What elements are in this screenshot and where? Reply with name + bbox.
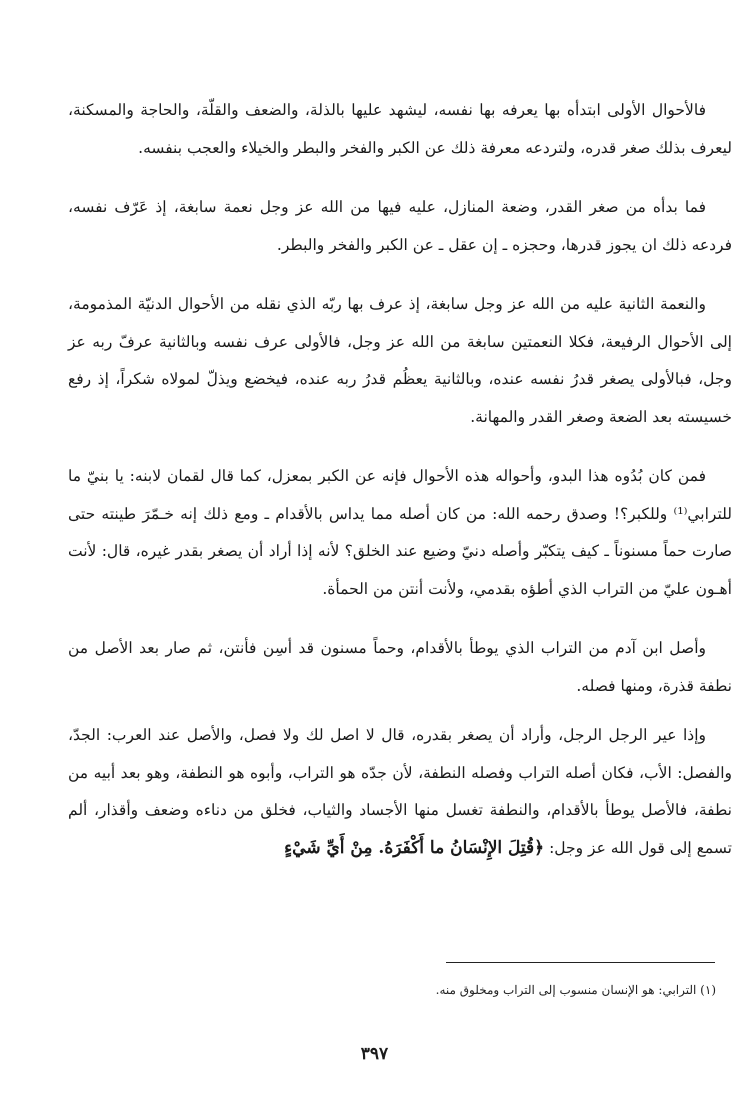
footnote-divider xyxy=(446,962,715,963)
page-body xyxy=(68,92,732,889)
paragraph-5: وأصل ابن آدم من التراب الذي يوطأ بالأقدام، وحماً مسنون قد أسِن فأنتن، ثم صار بعد الأصل من نطفة قذرة، ومنها فصله. xyxy=(68,639,732,695)
paragraph-1: فالأحوال الأولى ابتدأه بها يعرفه بها نفسه، ليشهد عليها بالذلة، والضعف والقلّة، والحاجة والمسكنة، ليعرف بذلك صغر قدره، ولتردعه معرفة ذلك عن الكبر والفخر والبطر والخيلاء والعجب بنفسه. xyxy=(68,101,732,157)
paragraph-4: فمن كان بُدُوه هذا البدو، وأحواله هذه الأحوال فإنه عن الكبر بمعزل، كما قال لقمان لابنه: يا بنيّ ما للترابي⁽¹⁾ وللكبر؟! وصدق رحمه الله: من كان أصله مما يداس بالأقدام ـ ومع ذلك إنه خـمّرَ طينته حتى صارت حماً مسنوناً ـ كيف يتكبّر وأصله دنيّ وضيع عند الخلق؟ لأنه إذا أراد أن يصغر بقدر غيره، قال: لأنت أهـون عليّ من التراب الذي أطؤه بقدمي، ولأنت أنتن من الحمأة. xyxy=(68,467,732,598)
paragraph-2: فما بدأه من صغر القدر، وضعة المنازل، عليه فيها من الله عز وجل نعمة سابغة، إذ عَرّف نفسه، فردعه ذلك ان يجوز قدرها، وحجزه ـ إن عقل ـ عن الكبر والفخر والبطر. xyxy=(68,198,732,254)
footnote: (١) الترابي: هو الإنسان منسوب إلى التراب ومخلوق منه. xyxy=(435,983,716,997)
page-number: ٣٩٧ xyxy=(360,1044,389,1064)
paragraph-3: والنعمة الثانية عليه من الله عز وجل سابغة، إذ عرف بها ربّه الذي نقله من الأحوال الدنيّة المذمومة، إلى الأحوال الرفيعة، فكلا النعمتين سابغة من الله عز وجل، فالأولى عرف نفسه وبالثانية عرفّ ربه عز وجل، فبالأولى يصغر قدرُ نفسه عنده، وبالثانية يعظُم قدرُ ربه عنده، فيخضع ويذلّ لمولاه شكراً، إذ رفع خسيسته بعد الضعة وصغر القدر والمهانة. xyxy=(68,295,732,426)
quran-verse: ﴿قُتِلَ الإِنْسَانُ ما أَكْفَرَهُ. مِنْ أَيِّ شَيْءٍ xyxy=(284,837,545,858)
paragraph-6-text: وإذا عير الرجل الرجل، وأراد أن يصغر بقدره، قال لا اصل لك ولا فصل، والأصل عند العرب: الجدّ، والفصل: الأب، فكان أصله التراب وفصله النطفة، لأن جدّه هو التراب، وأبوه هو النطفة، وهو بعد أبيه من نطفة، فالأصل يوطأ بالأقدام، والنطفة تغسل منها الأجساد والثياب، فخلق من دناءه وضعف وأقذار، ألم تسمع إلى قول الله عز وجل: xyxy=(68,726,732,857)
paragraph-6 xyxy=(68,717,732,867)
